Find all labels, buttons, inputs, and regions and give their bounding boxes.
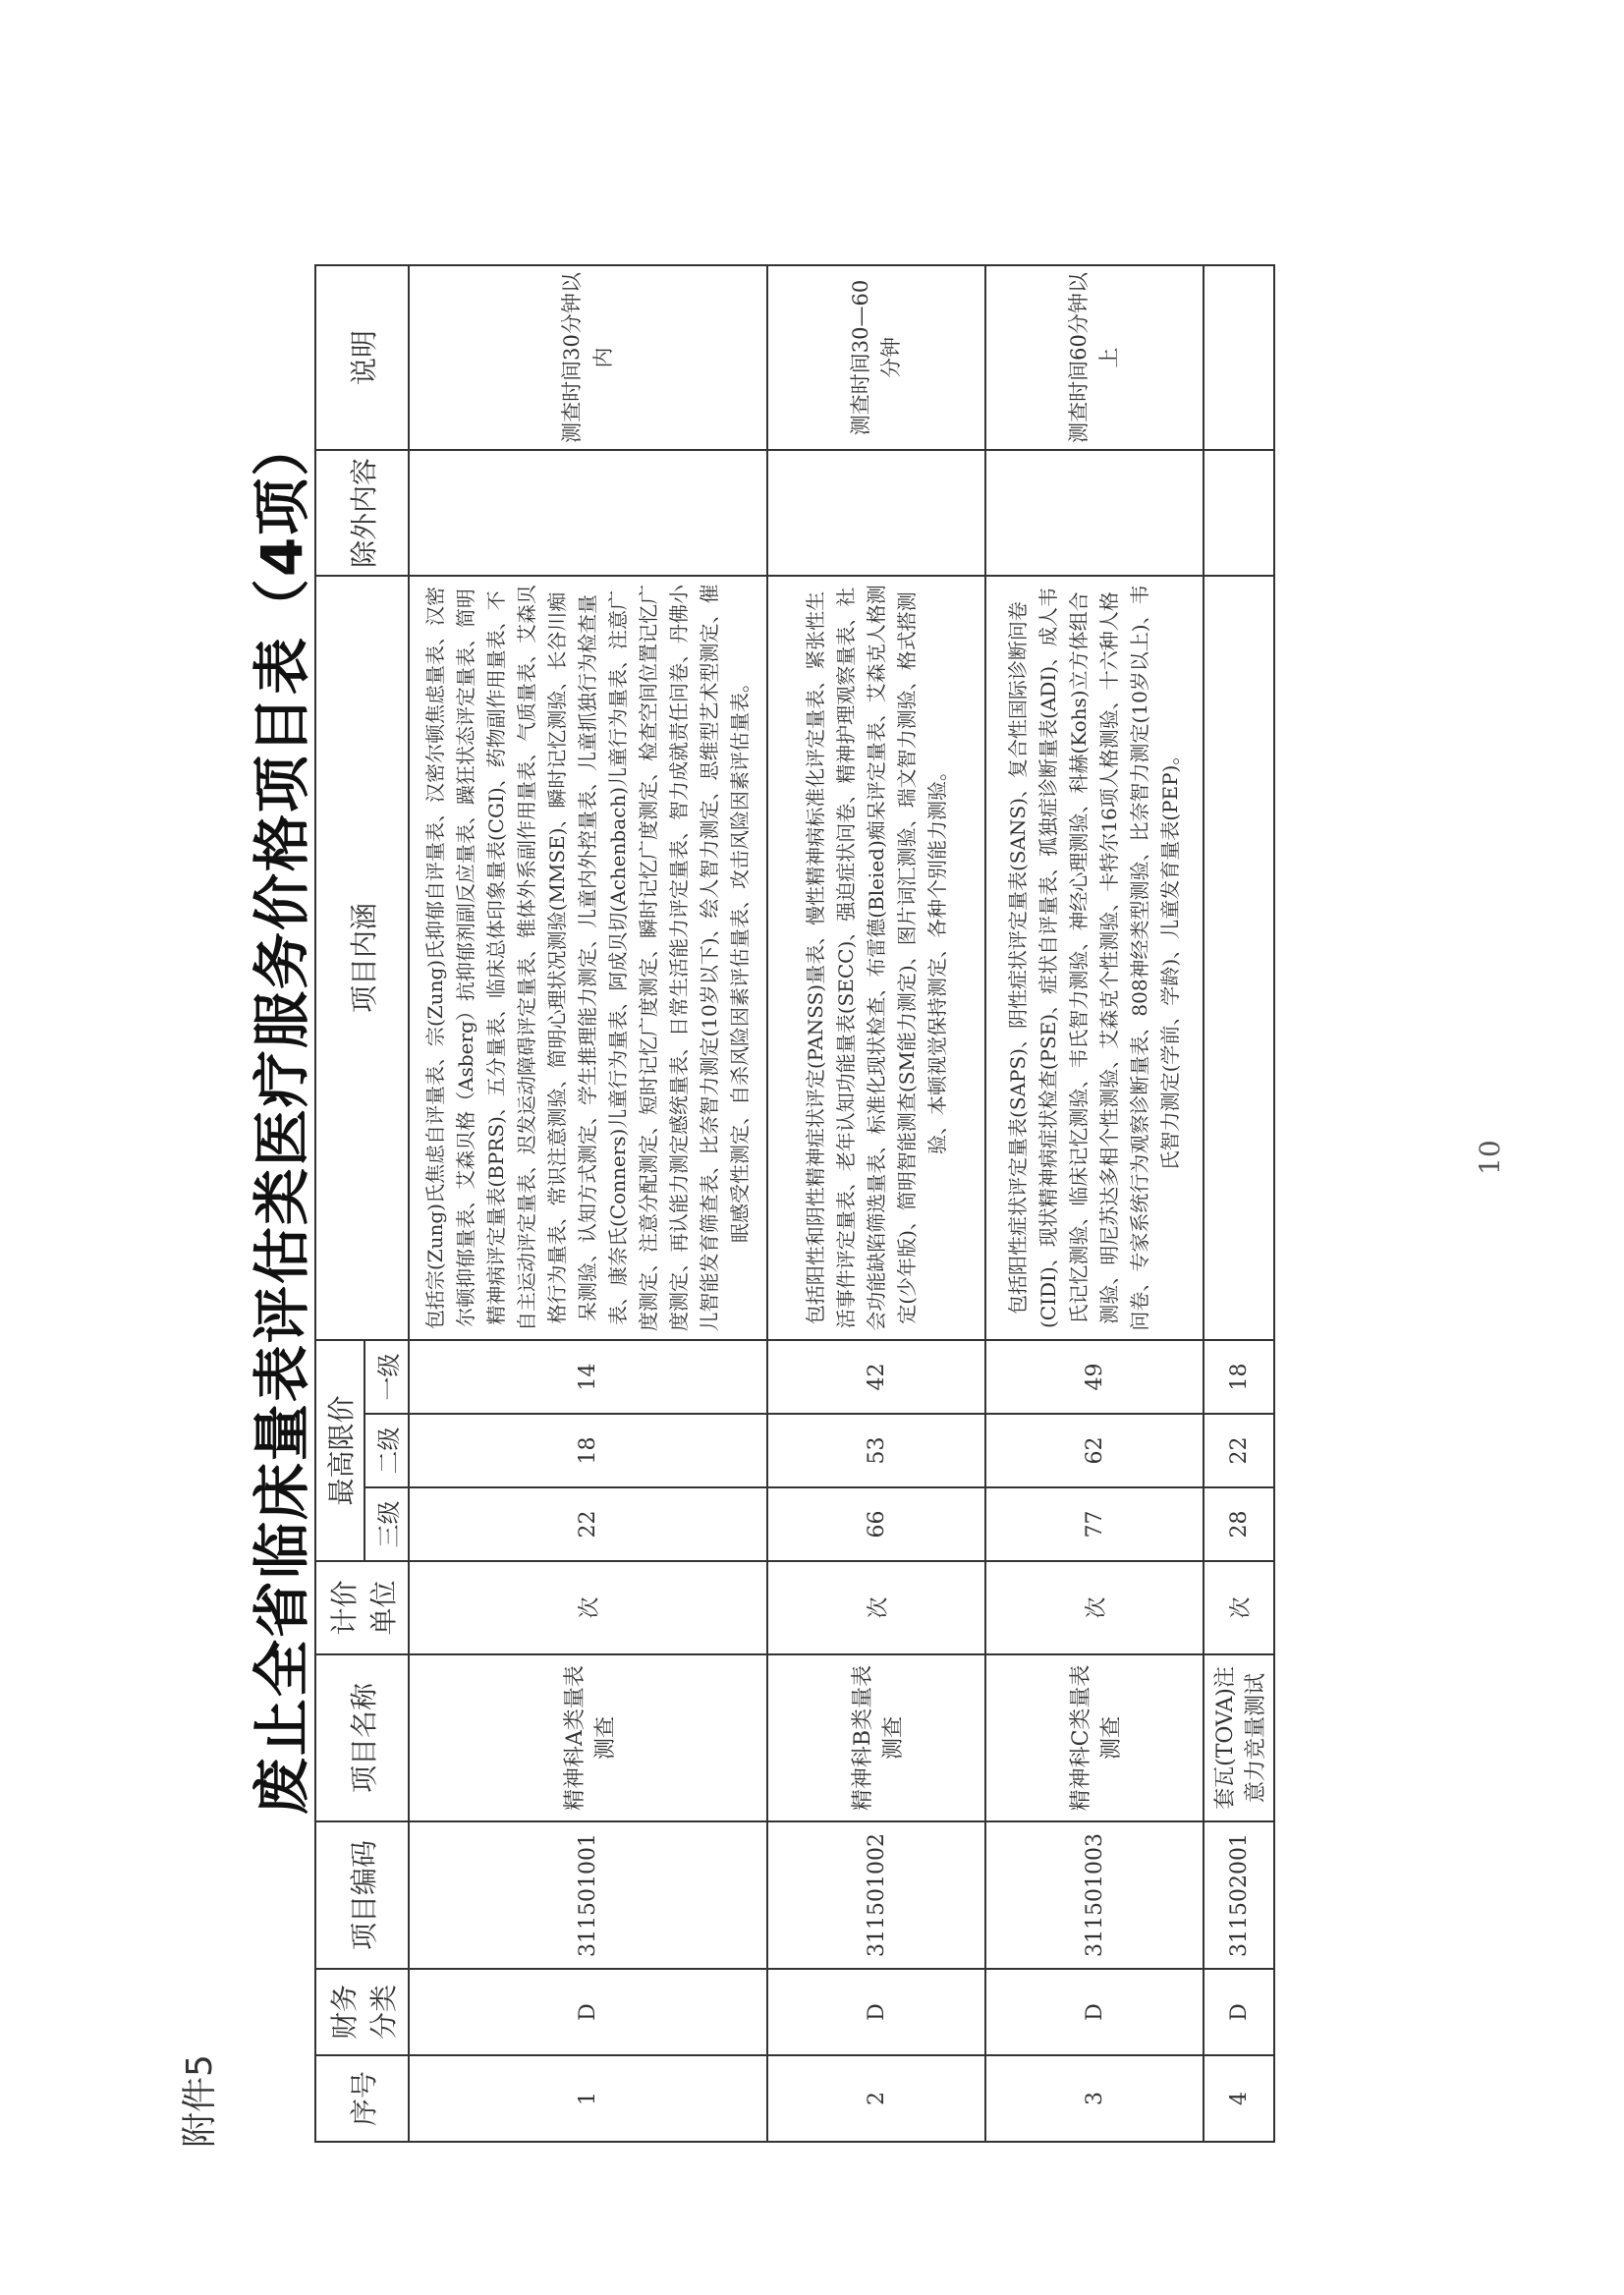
cell-code: 311501002 [767,1821,985,1969]
cell-name: 精神科A类量表测查 [409,1654,767,1821]
table-header-row [315,265,364,2142]
col-note-header: 说明 [315,265,409,450]
col-seq-header: 序号 [315,2055,409,2142]
cell-excluded [1204,450,1274,576]
cell-unit: 次 [409,1561,767,1654]
cell-price-level1: 14 [409,1340,767,1414]
cell-note: 测查时间30分钟以内 [409,265,767,450]
table-row [767,265,985,2142]
cell-price-level3: 66 [767,1487,985,1561]
cell-content: 包括宗(Zung)氏焦虑自评量表、宗(Zung)氏抑郁自评量表、汉密尔顿焦虑量表、汉密尔顿抑郁量表、艾森贝格（Asberg）抗抑郁剂副反应量表、躁狂状态评定量表、简明精神病评定量表(BPRS)、五分量表、临床总体印象量表(CGI)、药物副作用量表、不自主运动评定量表、迟发运动障碍评定量表、锥体外系副作用量表、气质量表、艾森贝格行为量表、常识注意测验、简明心理状况测验(MMSE)、瞬时记忆测验、长谷川痴呆测验、认知方式测定、学生推理能力测定、儿童内外控量表、儿童抓独行为检查量表、康奈氏(Conners)儿童行为量表、阿成贝切(Achenbach)儿童行为量表、注意广度测定、注意分配测定、短时记忆广度测定、瞬时记忆广度测定、检查空间位置记忆广度测定、再认能力测定感统量表、日常生活能力评定量表、智力成就责任问卷、丹佛小儿智能发育筛查表、比奈智力测定(10岁以下)、绘人智力测定、思维型艺术型测定、催眠感受性测定、自杀风险因素评估量表、攻击风险因素评估量表。 [409,576,767,1340]
col-level3-header: 三级 [364,1487,409,1561]
cell-note: 测查时间60分钟以上 [985,265,1204,450]
cell-seq: 4 [1204,2055,1274,2142]
cell-code: 311501001 [409,1821,767,1969]
cell-price-level2: 22 [1204,1414,1274,1487]
cell-price-level2: 62 [985,1414,1204,1487]
cell-name: 精神科B类量表测查 [767,1654,985,1821]
cell-finance: D [409,1969,767,2055]
cell-excluded [767,450,985,576]
table-row [985,265,1204,2142]
cell-excluded [985,450,1204,576]
cell-content: 包括阳性和阴性精神症状评定(PANSS)量表、慢性精神病标准化评定量表、紧张性生活事件评定量表、老年认知功能量表(SECC)、强迫症状问卷、精神护理观察量表、社会功能缺陷筛选量表、标准化现状检查、布雷德(Bleied)痴呆评定量表、艾森克人格测定(少年版)、简明智能测查(SM能力测定)、图片词汇测验、瑞文智力测验、格式搭测验、本顿视觉保持测定、各种个别能力测验。 [767,576,985,1340]
cell-name: 精神科C类量表测查 [985,1654,1204,1821]
cell-price-level2: 18 [409,1414,767,1487]
attachment-label: 附件5 [180,2054,220,2148]
cell-note [1204,265,1274,450]
col-level2-header: 二级 [364,1414,409,1487]
cell-finance: D [767,1969,985,2055]
cell-price-level1: 49 [985,1340,1204,1414]
cell-seq: 1 [409,2055,767,2142]
cell-price-level3: 28 [1204,1487,1274,1561]
col-finance-header: 财务分类 [315,1969,409,2055]
col-name-header: 项目名称 [315,1654,409,1821]
cell-content [1204,576,1274,1340]
cell-unit: 次 [767,1561,985,1654]
cell-price-level1: 18 [1204,1340,1274,1414]
cell-price-level3: 77 [985,1487,1204,1561]
col-unit-header: 计价单位 [315,1561,409,1654]
price-table [314,264,1275,2143]
cell-name: 套瓦(TOVA)注意力竞量测试 [1204,1654,1274,1821]
cell-price-level1: 42 [767,1340,985,1414]
cell-code: 311501003 [985,1821,1204,1969]
col-excluded-header: 除外内容 [315,450,409,576]
col-code-header: 项目编码 [315,1821,409,1969]
table-row [1204,265,1274,2142]
cell-content: 包括阳性症状评定量表(SAPS)、阴性症状评定量表(SANS)、复合性国际诊断问卷(CIDI)、现状精神病症状检查(PSE)、症状自评量表、孤独症诊断量表(ADI)、成人韦氏记忆测验、临床记忆测验、韦氏智力测验、神经心理测验、科赫(Kohs)立方体组合测验、明尼苏达多相个性测验、艾森克个性测验、卡特尔16项人格测验、十六种人格问卷、专家系统行为观察诊断量表、808神经类型测验、比奈智力测定(10岁以上)、韦氏智力测定(学前、学龄)、儿童发育量表(PEP)。 [985,576,1204,1340]
cell-price-level2: 53 [767,1414,985,1487]
table-row [409,265,767,2142]
col-content-header: 项目内涵 [315,576,409,1340]
cell-seq: 3 [985,2055,1204,2142]
page-number: 10 [1474,1140,1506,1175]
cell-unit: 次 [1204,1561,1274,1654]
cell-finance: D [985,1969,1204,2055]
col-level1-header: 一级 [364,1340,409,1414]
cell-unit: 次 [985,1561,1204,1654]
cell-code: 311502001 [1204,1821,1274,1969]
page-title: 废止全省临床量表评估类医疗服务价格项目表（4项） [249,417,315,1816]
cell-finance: D [1204,1969,1274,2055]
cell-excluded [409,450,767,576]
cell-seq: 2 [767,2055,985,2142]
col-max-price-header: 最高限价 [315,1340,364,1561]
cell-note: 测查时间30—60分钟 [767,265,985,450]
cell-price-level3: 22 [409,1487,767,1561]
